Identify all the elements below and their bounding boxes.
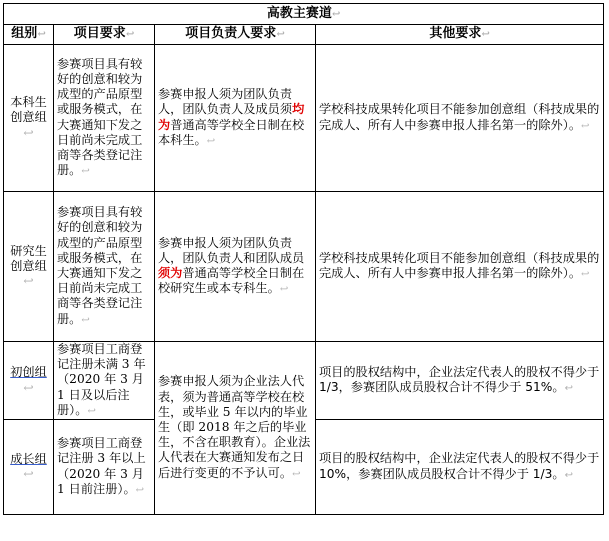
paragraph-mark-icon: ↩	[125, 29, 135, 41]
header-group-label: 组别	[11, 26, 38, 42]
paragraph-mark-icon: ↩	[331, 8, 341, 20]
group-cell	[4, 342, 54, 420]
header-other-label: 其他要求	[429, 26, 482, 42]
other-text: 项目的股权结构中，企业法定代表人的股权不得少于 10%，参赛团队成员股权合计不得少于 1/3。	[319, 451, 600, 481]
other-text: 学校科技成果转化项目不能参加创意组（科技成果的完成人、所有人中参赛申报人排名第一的除外）。	[319, 102, 600, 132]
project-text: 参赛项目具有较好的创意和较为成型的产品原型或服务模式，在大赛通知下发之日前尚未完成工商等各类登记注册。	[57, 205, 143, 326]
paragraph-mark-icon: ↩	[581, 269, 590, 280]
project-text: 参赛项目具有较好的创意和较为成型的产品原型或服务模式，在大赛通知下发之日前尚未完成工商等各类登记注册。	[57, 56, 143, 178]
other-cell	[316, 192, 604, 342]
competition-requirements-table	[3, 3, 604, 515]
paragraph-mark-icon: ↩	[23, 274, 34, 289]
leader-text-end: 普通高等学校全日制在校研究生或本专科生。	[158, 266, 305, 296]
paragraph-mark-icon: ↩	[23, 467, 34, 482]
leader-text: 参赛申报人须为团队负责人，团队负责人及成员须	[158, 87, 293, 117]
leader-cell	[155, 192, 316, 342]
leader-cell	[155, 45, 316, 192]
project-cell	[54, 420, 155, 515]
group-name: 研究生创意组	[10, 243, 47, 273]
paragraph-mark-icon: ↩	[81, 314, 90, 326]
table-title-cell	[4, 4, 604, 25]
group-name: 初创组	[10, 365, 47, 380]
table-row	[4, 45, 604, 192]
paragraph-mark-icon: ↩	[279, 284, 289, 296]
paragraph-mark-icon: ↩	[37, 29, 46, 41]
paragraph-mark-icon: ↩	[87, 405, 96, 417]
paragraph-mark-icon: ↩	[292, 468, 301, 480]
project-cell	[54, 45, 155, 192]
project-cell	[54, 342, 155, 420]
project-text: 参赛项目工商登记注册未满 3 年（2020 年 3 月 1 日及以后注册）。	[57, 342, 146, 417]
header-row	[4, 25, 604, 45]
table-row	[4, 192, 604, 342]
other-cell	[316, 420, 604, 515]
requirements-document	[3, 3, 603, 515]
header-other	[316, 25, 604, 45]
header-project-label: 项目要求	[73, 26, 126, 42]
header-leader-label: 项目负责人要求	[185, 26, 277, 42]
project-cell	[54, 192, 155, 342]
paragraph-mark-icon: ↩	[206, 135, 216, 147]
group-cell	[4, 420, 54, 515]
other-text: 项目的股权结构中，企业法定代表人的股权不得少于 1/3，参赛团队成员股权合计不得少于 51%。	[319, 364, 600, 394]
other-text: 学校科技成果转化项目不能参加创意组（科技成果的完成人、所有人中参赛申报人排名第一的除外）。	[319, 250, 600, 280]
project-text: 参赛项目工商登记注册 3 年以上（2020 年 3 月 1 日前注册）。	[57, 436, 146, 496]
paragraph-mark-icon: ↩	[564, 469, 573, 481]
header-project	[54, 25, 155, 45]
header-group	[4, 25, 54, 45]
leader-cell	[155, 342, 316, 515]
leader-emphasis: 均为	[158, 102, 305, 132]
group-cell	[4, 192, 54, 342]
header-leader	[155, 25, 316, 45]
paragraph-mark-icon: ↩	[581, 120, 590, 132]
group-name: 本科生创意组	[10, 95, 47, 125]
table-row	[4, 342, 604, 420]
paragraph-mark-icon: ↩	[276, 29, 285, 41]
leader-text: 参赛申报人须为企业法人代表，须为普通高等学校在校生，或毕业 5 年以内的毕业生（即 2018 年之后的毕业生，不含在职教育）。企业法人代表在大赛通知发布之日后进行变更的不予认可。	[158, 374, 311, 480]
other-cell	[316, 45, 604, 192]
leader-emphasis: 须为	[158, 266, 183, 280]
paragraph-mark-icon: ↩	[135, 484, 145, 496]
paragraph-mark-icon: ↩	[564, 383, 573, 394]
table-title: 高教主赛道	[266, 5, 332, 21]
other-cell	[316, 342, 604, 420]
group-cell	[4, 45, 54, 192]
paragraph-mark-icon: ↩	[23, 380, 34, 395]
title-row	[4, 4, 604, 25]
paragraph-mark-icon: ↩	[23, 125, 34, 140]
group-name: 成长组	[10, 451, 47, 466]
paragraph-mark-icon: ↩	[481, 29, 490, 41]
paragraph-mark-icon: ↩	[81, 166, 90, 178]
leader-text-end: 普通高等学校全日制在校本科生。	[158, 117, 305, 147]
leader-text: 参赛申报人须为团队负责人，团队负责人和团队成员	[158, 235, 305, 265]
